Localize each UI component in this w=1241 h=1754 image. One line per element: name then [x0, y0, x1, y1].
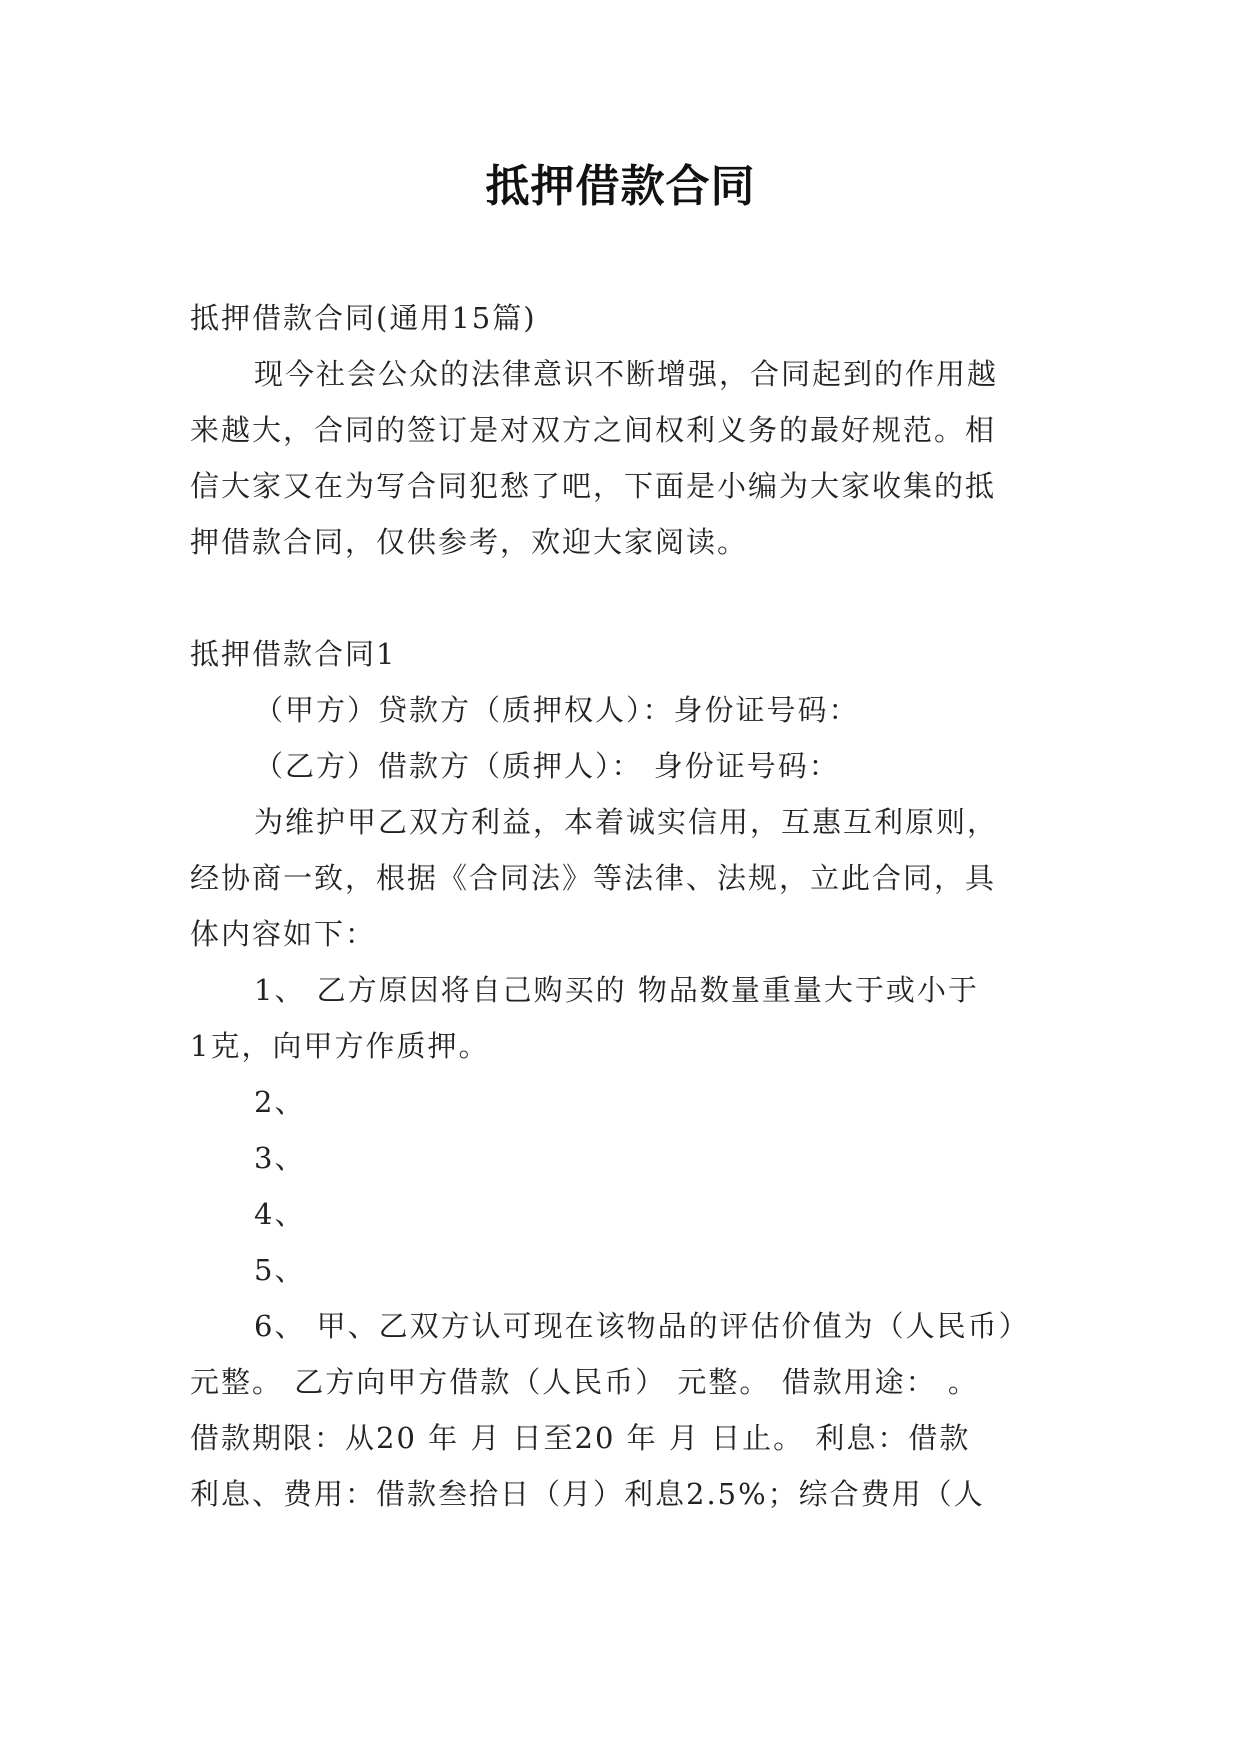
clause-6-line: 6、 甲、乙双方认可现在该物品的评估价值为（人民币）	[254, 1309, 1030, 1343]
party-b-line: （乙方）借款方（质押人）： 身份证号码：	[254, 749, 840, 783]
party-a-line: （甲方）贷款方（质押权人）：身份证号码：	[254, 693, 860, 727]
clause-1-line: 1、 乙方原因将自己购买的 物品数量重量大于或小于	[254, 973, 979, 1007]
document-body	[190, 290, 1050, 1522]
clause-6-line: 借款期限：从20 年 月 日至20 年 月 日止。 利息：借款	[190, 1421, 971, 1455]
paragraph-gap	[190, 570, 1050, 626]
intro-line: 信大家又在为写合同犯愁了吧，下面是小编为大家收集的抵	[190, 469, 997, 503]
clause-6-line: 元整。 乙方向甲方借款（人民币） 元整。 借款用途： 。	[190, 1365, 979, 1399]
intro-line: 押借款合同，仅供参考，欢迎大家阅读。	[190, 525, 749, 559]
clause-4: 4、	[254, 1197, 306, 1231]
clause-1-line: 1克，向甲方作质押。	[190, 1029, 490, 1063]
clause-2: 2、	[254, 1085, 306, 1119]
clause-3: 3、	[254, 1141, 306, 1175]
document-title: 抵押借款合同	[485, 161, 756, 212]
preamble-line: 体内容如下：	[190, 917, 377, 951]
intro-line: 现今社会公众的法律意识不断增强，合同起到的作用越	[254, 357, 999, 391]
section-heading: 抵押借款合同1	[190, 637, 397, 671]
document-subtitle: 抵押借款合同(通用15篇)	[190, 301, 537, 335]
intro-line: 来越大，合同的签订是对双方之间权利义务的最好规范。相	[190, 413, 997, 447]
clause-5: 5、	[254, 1253, 306, 1287]
clause-6-line: 利息、费用：借款叁拾日（月）利息2.5%；综合费用（人	[190, 1477, 985, 1511]
preamble-line: 为维护甲乙双方利益，本着诚实信用，互惠互利原则，	[254, 805, 999, 839]
preamble-line: 经协商一致，根据《合同法》等法律、法规，立此合同，具	[190, 861, 997, 895]
